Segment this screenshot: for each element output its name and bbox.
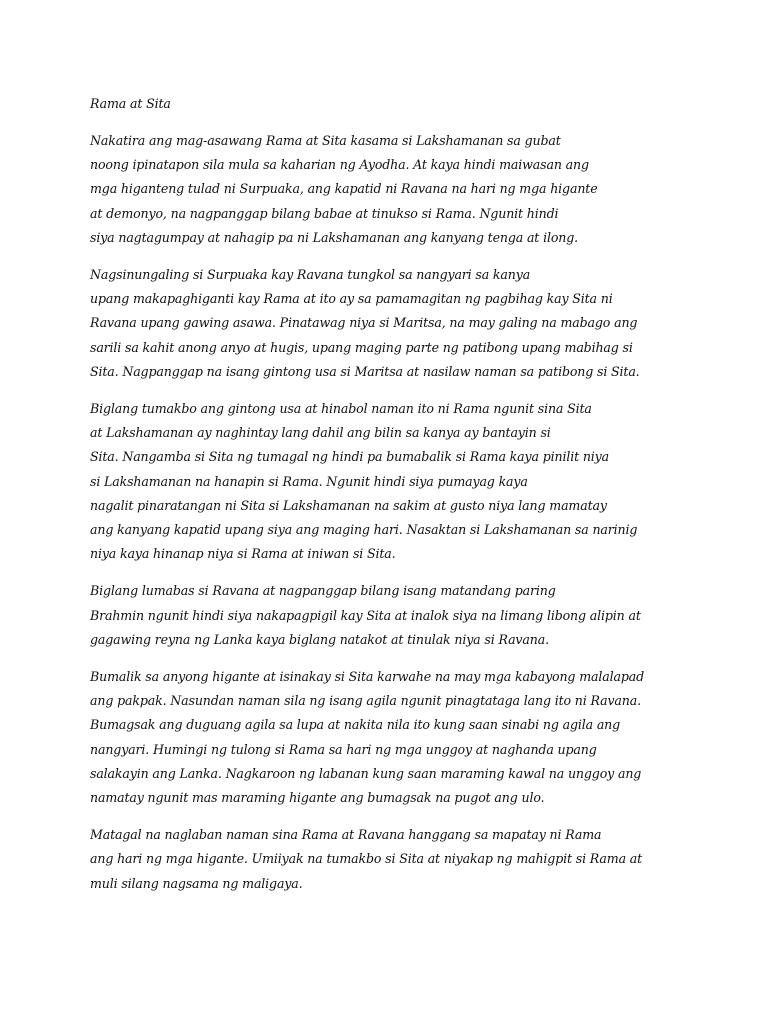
paragraph-line: at demonyo, na nagpanggap bilang babae at tinukso si Rama. Ngunit hindi bbox=[90, 205, 559, 221]
paragraph-line: gagawing reyna ng Lanka kaya biglang natakot at tinulak niya si Ravana. bbox=[90, 631, 549, 647]
paragraph-line: mga higanteng tulad ni Surpuaka, ang kapatid ni Ravana na hari ng mga higante bbox=[90, 181, 598, 197]
paragraph-line: Matagal na naglaban naman sina Rama at Ravana hanggang sa mapatay ni Rama bbox=[90, 827, 602, 843]
paragraph bbox=[90, 263, 690, 384]
paragraph-list bbox=[90, 129, 690, 896]
paragraph-line: nangyari. Humingi ng tulong si Rama sa hari ng mga unggoy at naghanda upang bbox=[90, 741, 597, 757]
paragraph bbox=[90, 579, 690, 652]
paragraph bbox=[90, 129, 690, 250]
paragraph-line: salakayin ang Lanka. Nagkaroon ng labanan kung saan maraming kawal na unggoy ang bbox=[90, 765, 642, 781]
paragraph-line: namatay ngunit mas maraming higante ang bumagsak na pugot ang ulo. bbox=[90, 790, 545, 806]
paragraph-line: Brahmin ngunit hindi siya nakapagpigil kay Sita at inalok siya na limang libong alipin at bbox=[90, 607, 641, 623]
paragraph-line: Nagsinungaling si Surpuaka kay Ravana tungkol sa nangyari sa kanya bbox=[90, 267, 531, 283]
document-title: Rama at Sita bbox=[90, 96, 171, 111]
paragraph-line: ang pakpak. Nasundan naman sila ng isang agila ngunit pinagtataga lang ito ni Ravana. bbox=[90, 693, 641, 709]
paragraph-line: niya kaya hinanap niya si Rama at iniwan si Sita. bbox=[90, 546, 396, 562]
paragraph-line: ang hari ng mga higante. Umiiyak na tumakbo si Sita at niyakap ng mahigpit si Rama at bbox=[90, 851, 643, 867]
paragraph-line: Sita. Nangamba si Sita ng tumagal ng hindi pa bumabalik si Rama kaya pinilit niya bbox=[90, 449, 610, 465]
paragraph-line: Biglang tumakbo ang gintong usa at hinabol naman ito ni Rama ngunit sina Sita bbox=[90, 401, 592, 417]
paragraph bbox=[90, 397, 690, 566]
paragraph-line: Bumalik sa anyong higante at isinakay si Sita karwahe na may mga kabayong malalapad bbox=[90, 669, 645, 685]
paragraph-line: upang makapaghiganti kay Rama at ito ay sa pamamagitan ng pagbihag kay Sita ni bbox=[90, 291, 613, 307]
paragraph-line: at Lakshamanan ay naghintay lang dahil ang bilin sa kanya ay bantayin si bbox=[90, 425, 551, 441]
paragraph-line: nagalit pinaratangan ni Sita si Lakshamanan na sakim at gusto niya lang mamatay bbox=[90, 497, 607, 513]
paragraph bbox=[90, 665, 690, 810]
paragraph bbox=[90, 823, 690, 896]
paragraph-line: Nakatira ang mag-asawang Rama at Sita kasama si Lakshamanan sa gubat bbox=[90, 133, 561, 148]
paragraph-line: ang kanyang kapatid upang siya ang maging hari. Nasaktan si Lakshamanan sa narinig bbox=[90, 522, 638, 538]
paragraph-line: Bumagsak ang duguang agila sa lupa at nakita nila ito kung saan sinabi ng agila ang bbox=[90, 717, 621, 733]
paragraph-line: si Lakshamanan na hanapin si Rama. Ngunit hindi siya pumayag kaya bbox=[90, 473, 528, 489]
paragraph-line: sarili sa kahit anong anyo at hugis, upang maging parte ng patibong upang mabihag si bbox=[90, 339, 633, 355]
paragraph-line: siya nagtagumpay at nahagip pa ni Lakshamanan ang kanyang tenga at ilong. bbox=[90, 229, 578, 245]
paragraph-line: noong ipinatapon sila mula sa kaharian ng Ayodha. At kaya hindi maiwasan ang bbox=[90, 157, 589, 173]
paragraph-line: Sita. Nagpanggap na isang gintong usa si Maritsa at nasilaw naman sa patibong si Sita. bbox=[90, 363, 640, 379]
paragraph-line: Ravana upang gawing asawa. Pinatawag niya si Maritsa, na may galing na mabago ang bbox=[90, 315, 638, 331]
paragraph-line: muli silang nagsama ng maligaya. bbox=[90, 875, 303, 891]
document-body bbox=[90, 94, 690, 909]
paragraph-line: Biglang lumabas si Ravana at nagpanggap bilang isang matandang paring bbox=[90, 583, 556, 599]
